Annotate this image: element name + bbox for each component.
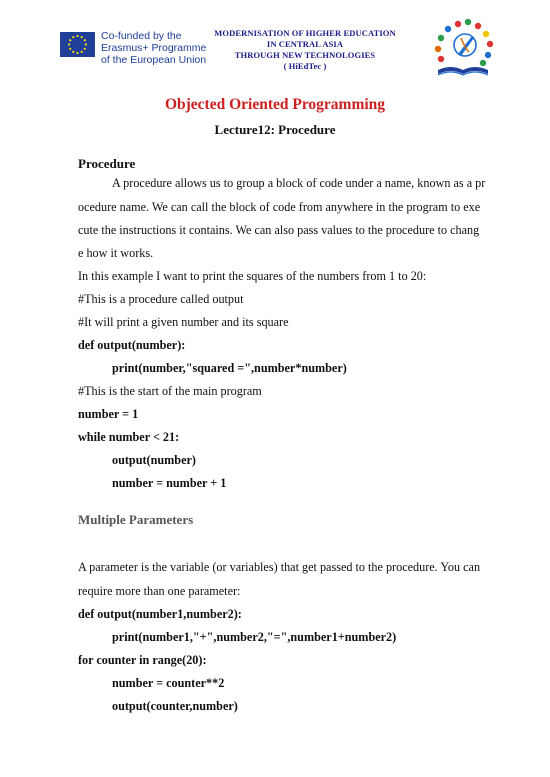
- paragraph-line: A parameter is the variable (or variables) that get passed to the procedure. You can: [78, 560, 481, 574]
- paragraph-line: cute the instructions it contains. We can also pass values to the procedure to chang: [78, 223, 480, 237]
- code-line: print(number,"squared =",number*number): [112, 361, 347, 375]
- code-line: output(number): [112, 453, 196, 467]
- section-heading-procedure: Procedure: [78, 156, 136, 171]
- code-line: output(counter,number): [112, 699, 238, 713]
- eu-flag-icon: [60, 32, 95, 57]
- code-comment: #This is the start of the main program: [78, 384, 262, 398]
- project-name: [190, 28, 420, 72]
- code-line: def output(number1,number2):: [78, 607, 242, 621]
- code-line: number = 1: [78, 407, 139, 421]
- hiedtec-logo-icon: [428, 18, 498, 82]
- code-line: for counter in range(20):: [78, 653, 207, 667]
- paragraph-line: e how it works.: [78, 246, 154, 260]
- eu-line-1: Co-funded by the: [101, 30, 182, 42]
- project-line-4: ( HiEdTec ): [283, 61, 327, 71]
- lecture-subtitle: Lecture12: Procedure: [214, 122, 336, 137]
- project-line-2: IN CENTRAL ASIA: [266, 39, 344, 49]
- paragraph-line: ocedure name. We can call the block of code from anywhere in the program to exe: [78, 200, 481, 214]
- project-line-3: THROUGH NEW TECHNOLOGIES: [234, 50, 376, 60]
- eu-line-2: Erasmus+ Programme: [101, 42, 207, 54]
- section-heading-multiple-parameters: Multiple Parameters: [78, 512, 194, 527]
- code-line: number = number + 1: [112, 476, 227, 490]
- paragraph-line: A procedure allows us to group a block of code under a name, known as a pr: [112, 176, 486, 190]
- eu-line-3: of the European Union: [101, 54, 207, 66]
- code-line: number = counter**2: [112, 676, 225, 690]
- page-title: Objected Oriented Programming: [164, 96, 386, 113]
- code-line: while number < 21:: [78, 430, 180, 444]
- code-comment: #This is a procedure called output: [78, 292, 244, 306]
- project-line-1: MODERNISATION OF HIGHER EDUCATION: [214, 28, 396, 38]
- code-comment: #It will print a given number and its square: [78, 315, 289, 329]
- paragraph-line: require more than one parameter:: [78, 584, 241, 598]
- example-intro: In this example I want to print the squares of the numbers from 1 to 20:: [78, 269, 427, 283]
- code-line: def output(number):: [78, 338, 186, 352]
- code-line: print(number1,"+",number2,"=",number1+number2): [112, 630, 397, 644]
